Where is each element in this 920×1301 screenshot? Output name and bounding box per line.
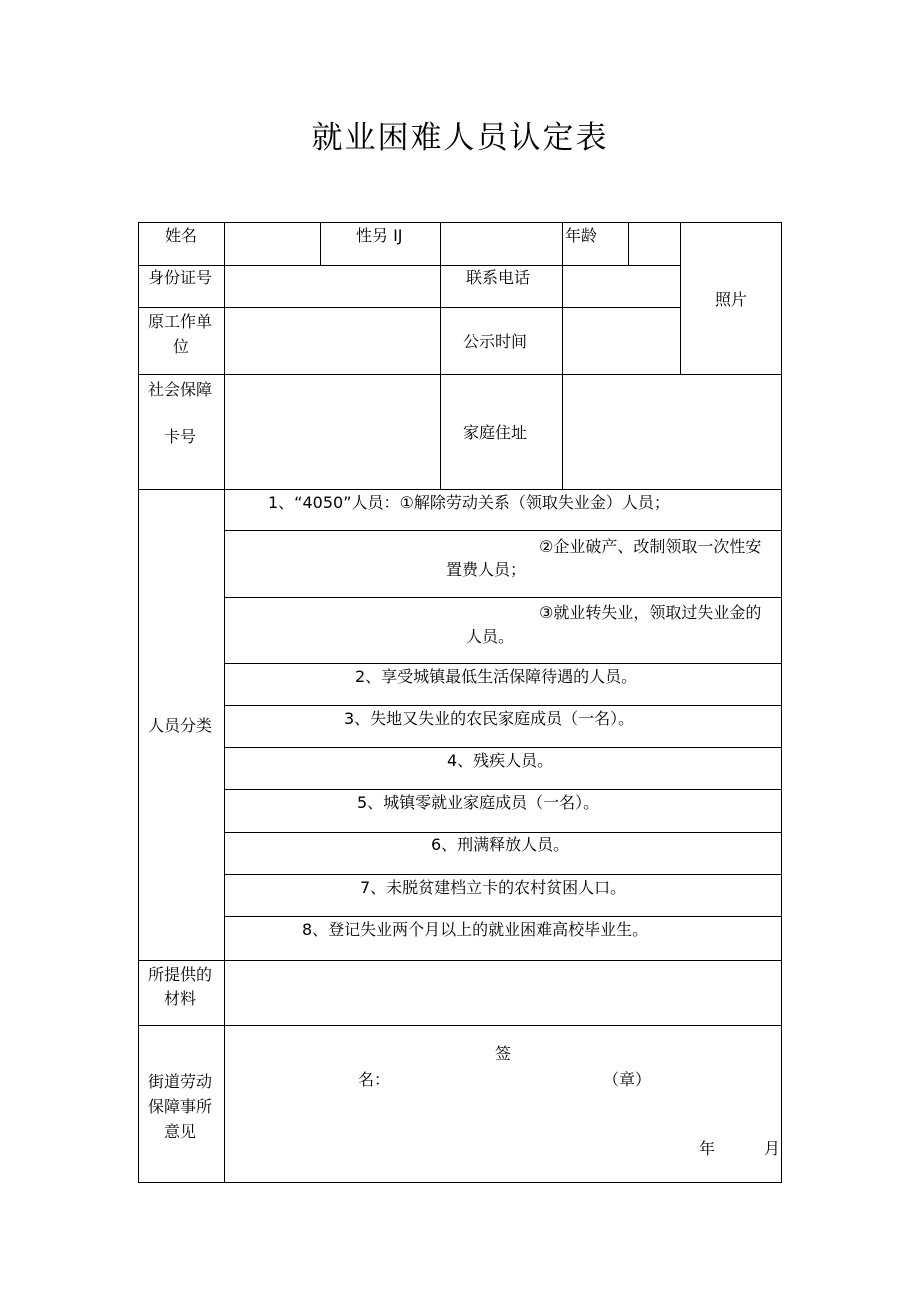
category-8-text: 8、登记失业两个月以上的就业困难高校毕业生。	[302, 920, 649, 939]
orig-work-label-line1: 原工作单	[148, 312, 213, 331]
category-label: 人员分类	[148, 716, 213, 735]
phone-input-cell[interactable]	[562, 265, 681, 308]
opinion-label-line1: 街道劳动	[148, 1072, 213, 1091]
publicity-label: 公示时间	[463, 332, 528, 351]
ss-card-label-line1: 社会保障	[148, 380, 213, 399]
year-label: 年	[699, 1139, 716, 1158]
category-1c-text-line2: 人员。	[466, 627, 515, 646]
category-4-text: 4、残疾人员。	[447, 751, 554, 770]
category-1a-text: 1、“4050”人员：①解除劳动关系（领取失业金）人员；	[268, 493, 670, 512]
seal-label: （章）	[603, 1070, 652, 1089]
ss-card-label-line2: 卡号	[164, 427, 197, 446]
orig-work-input-cell[interactable]	[224, 307, 441, 375]
ss-card-input-cell[interactable]	[224, 374, 441, 490]
category-1b-text-line2: 置费人员；	[446, 560, 527, 579]
address-label: 家庭住址	[463, 423, 528, 442]
publicity-input-cell[interactable]	[562, 307, 681, 375]
category-3-text: 3、失地又失业的农民家庭成员（一名）。	[344, 709, 635, 728]
materials-label-line1: 所提供的	[148, 965, 213, 984]
age-input-cell[interactable]	[628, 222, 681, 266]
name-label: 姓名	[165, 226, 198, 245]
opinion-label-line2: 保障事所	[148, 1097, 213, 1116]
category-2-text: 2、享受城镇最低生活保障待遇的人员。	[355, 667, 638, 686]
address-input-cell[interactable]	[562, 374, 782, 490]
category-5-text: 5、城镇零就业家庭成员（一名）。	[357, 793, 600, 812]
gender-label: 性另 IJ	[356, 226, 403, 245]
signature-label-line2: 名：	[358, 1070, 391, 1089]
id-card-input-cell[interactable]	[224, 265, 441, 308]
opinion-label-line3: 意见	[164, 1122, 197, 1141]
materials-input-cell[interactable]	[224, 960, 782, 1026]
age-label: 年龄	[565, 226, 598, 245]
category-6-text: 6、刑满释放人员。	[431, 835, 570, 854]
page-title: 就业困难人员认定表	[311, 120, 609, 156]
category-7-text: 7、未脱贫建档立卡的农村贫困人口。	[360, 878, 627, 897]
category-1c-text-line1: ③就业转失业，领取过失业金的	[539, 603, 762, 622]
month-label: 月	[764, 1139, 781, 1158]
materials-label-line2: 材料	[164, 989, 197, 1008]
signature-label-line1: 签	[495, 1044, 512, 1063]
orig-work-label-line2: 位	[173, 337, 190, 356]
name-input-cell[interactable]	[224, 222, 321, 266]
photo-label: 照片	[715, 290, 748, 309]
id-card-label: 身份证号	[148, 268, 213, 287]
phone-label: 联系电话	[466, 268, 531, 287]
category-1b-text-line1: ②企业破产、改制领取一次性安	[539, 537, 762, 556]
gender-input-cell[interactable]	[440, 222, 563, 266]
